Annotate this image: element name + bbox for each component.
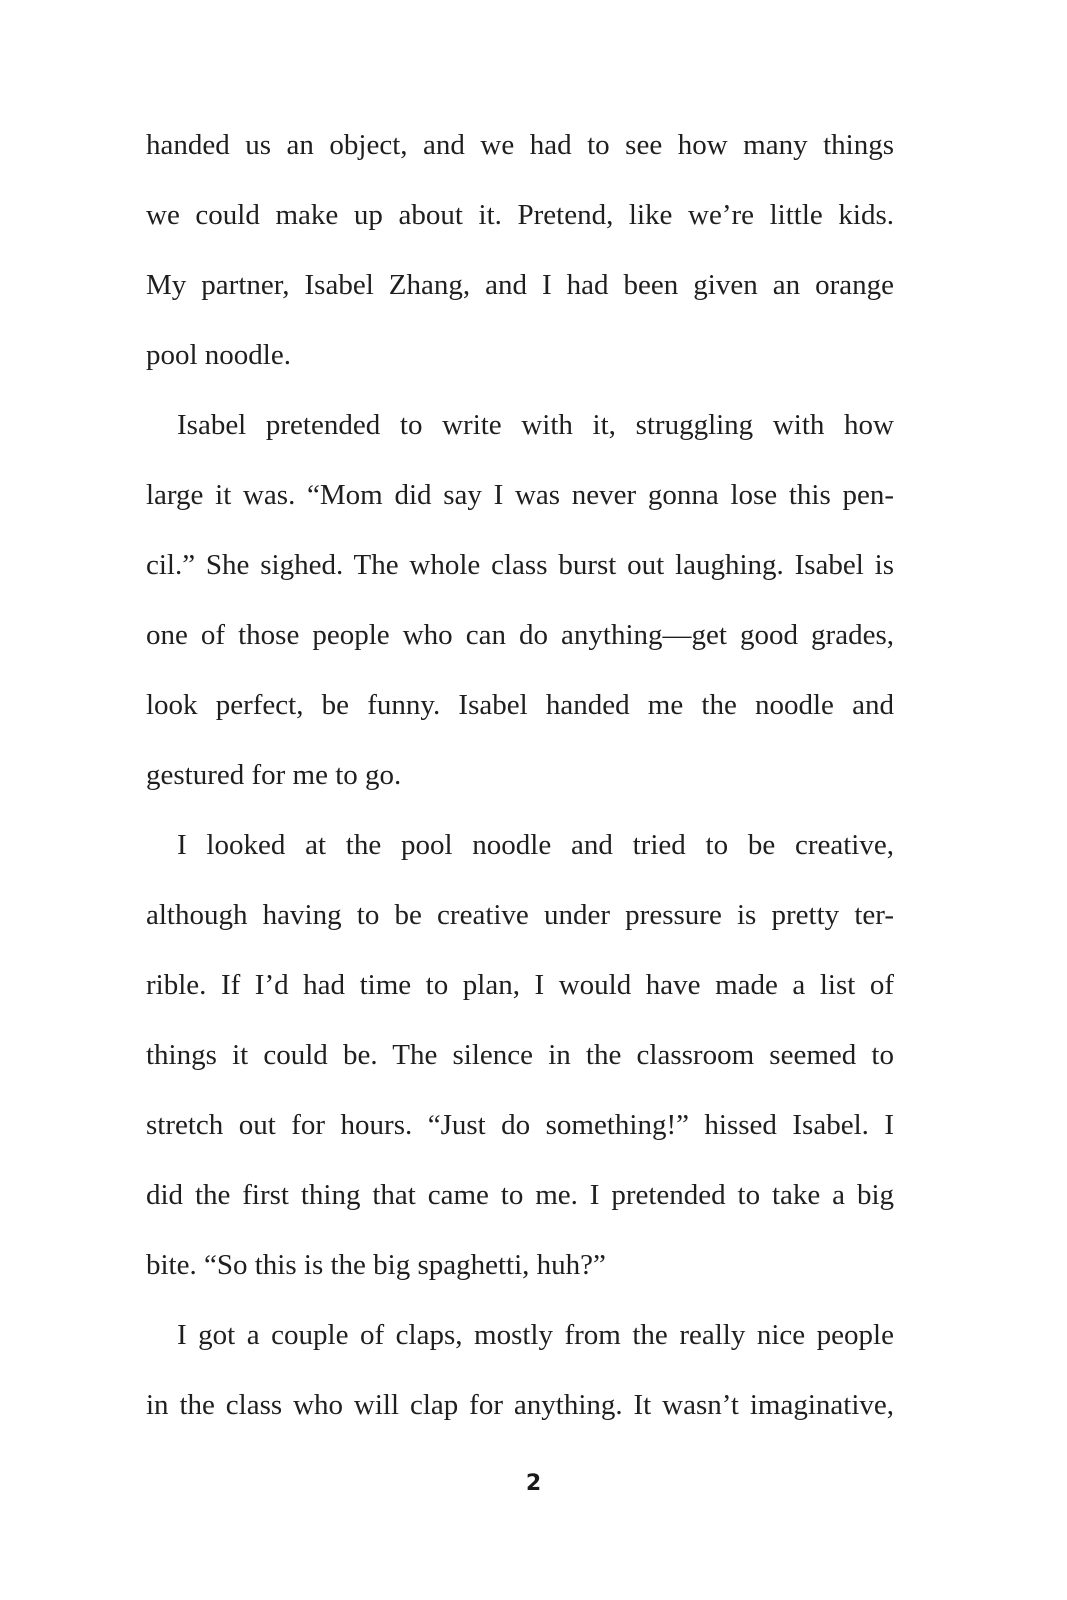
text-line: did the first thing that came to me. I pretended to take a big <box>146 1179 894 1211</box>
text-line: rible. If I’d had time to plan, I would have made a list of <box>146 969 894 1001</box>
text-line: stretch out for hours. “Just do something!” hissed Isabel. I <box>146 1109 894 1141</box>
paragraph-start-line: Isabel pretended to write with it, struggling with how <box>177 409 894 441</box>
text-line: one of those people who can do anything—get good grades, <box>146 619 894 651</box>
body-text <box>146 110 894 1440</box>
text-line: large it was. “Mom did say I was never gonna lose this pen- <box>146 479 894 511</box>
paragraph-start-line: I got a couple of claps, mostly from the really nice people <box>177 1319 894 1351</box>
text-line: we could make up about it. Pretend, like we’re little kids. <box>146 199 894 231</box>
text-line: in the class who will clap for anything. It wasn’t imaginative, <box>146 1389 894 1421</box>
text-line: look perfect, be funny. Isabel handed me the noodle and <box>146 689 894 721</box>
text-line: bite. “So this is the big spaghetti, huh?” <box>146 1249 606 1281</box>
text-line: although having to be creative under pressure is pretty ter- <box>146 899 894 931</box>
text-line: cil.” She sighed. The whole class burst out laughing. Isabel is <box>146 549 894 581</box>
text-line: handed us an object, and we had to see how many things <box>146 129 894 161</box>
text-line: things it could be. The silence in the classroom seemed to <box>146 1039 894 1071</box>
page-number: 2 <box>525 1471 542 1496</box>
paragraph-start-line: I looked at the pool noodle and tried to be creative, <box>177 829 894 861</box>
text-line: pool noodle. <box>146 339 291 371</box>
text-line: gestured for me to go. <box>146 759 402 791</box>
text-line: My partner, Isabel Zhang, and I had been given an orange <box>146 269 894 301</box>
